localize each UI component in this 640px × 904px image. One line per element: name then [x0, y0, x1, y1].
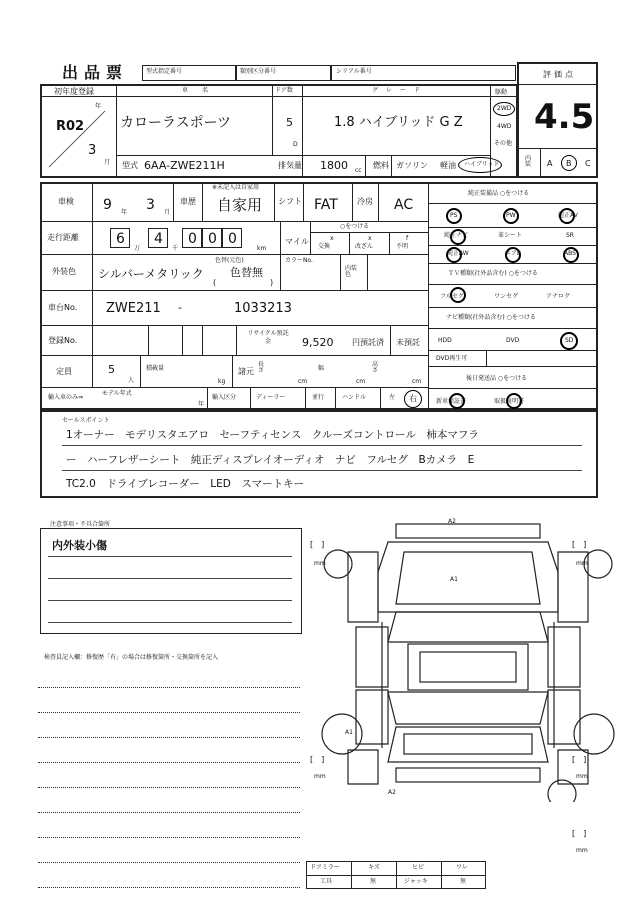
mileage-digit-1: 6: [116, 231, 125, 247]
interior-b: B: [566, 159, 572, 168]
mm-rr: mm: [576, 773, 588, 780]
color-no-label: カラーNo.: [285, 257, 313, 264]
ruibetsu-label: 類別区分番号: [240, 68, 277, 75]
bracket-rl: [ ]: [310, 755, 325, 764]
unknown-label: 不明: [396, 243, 409, 250]
cc-unit: cc: [355, 167, 362, 174]
equip-aw: 純正AW: [447, 250, 469, 257]
equip-navi: 純正ナビ: [444, 232, 469, 239]
displacement-label: 排気量: [278, 161, 302, 170]
acc-jack-label: ジャッキ: [404, 878, 428, 885]
exchange-mark: x: [330, 235, 334, 242]
handle-left: 左: [389, 394, 396, 401]
mileage-circle-label: ○をつける: [340, 223, 370, 230]
mile-label: マイル: [285, 237, 309, 246]
import-category-label: 輸入区分: [212, 394, 237, 401]
door-suffix: D: [293, 141, 298, 148]
equip-airbag: エアB: [505, 250, 522, 257]
damage-mark-rear-bumper: A2: [388, 789, 396, 796]
navi-dvd: DVD: [506, 337, 520, 344]
bracket-rr: [ ]: [572, 755, 587, 764]
type-label: 車歴: [180, 197, 196, 206]
equip-pw: PW: [506, 212, 516, 219]
km-unit: km: [257, 245, 267, 252]
equip-leather: 革シート: [498, 232, 523, 239]
shaken-month: 3: [146, 197, 155, 213]
import-label: 輸入車のみ⇒: [48, 394, 84, 401]
sales-points-label: セールスポイント: [62, 417, 110, 424]
height-cm: cm: [412, 378, 422, 385]
tv-fullseg: フルセグ: [440, 293, 464, 300]
page-title: 出品票: [62, 63, 129, 82]
dealer-label: ディーラー: [256, 394, 286, 401]
height-label: 高さ: [372, 361, 379, 374]
mileage-digit-4: 0: [208, 231, 217, 247]
tv-analog: アナログ: [546, 293, 571, 300]
import-year-unit: 年: [198, 401, 205, 408]
acc-jack-value: 無: [460, 878, 467, 885]
door-count: 5: [286, 116, 293, 129]
unknown-mark: f: [406, 235, 409, 242]
shaken-month-unit: 月: [164, 209, 171, 216]
sales-line-3: TC2.0 ドライブレコーダー LED スマートキー: [66, 478, 305, 490]
handle-label: ハンドル: [342, 394, 367, 401]
damage-mark-rear-left: A1: [345, 729, 353, 736]
drive-label: 駆動: [495, 89, 508, 96]
acc-tools-value: 無: [370, 878, 377, 885]
length-label: 長さ: [258, 361, 265, 374]
post-title: 後日発送品 ○をつける: [466, 375, 528, 382]
bracket-fr: [ ]: [572, 540, 587, 549]
color-label: 外装色: [52, 267, 76, 276]
equip-av: 純正AV: [558, 212, 578, 219]
displacement: 1800: [320, 159, 348, 172]
length-cm: cm: [298, 378, 308, 385]
acc-header-mirror: ドアミラー: [310, 864, 340, 871]
first-reg-year: R02: [56, 119, 85, 134]
altered-label: 改ざん: [355, 243, 374, 250]
mm-rl: mm: [314, 773, 326, 780]
navi-hdd: HDD: [438, 337, 452, 344]
bracket-fl: [ ]: [310, 540, 325, 549]
shift-label: シフト: [278, 197, 302, 206]
navi-sd: SD: [565, 337, 574, 344]
sen-unit: 千: [172, 245, 179, 252]
fuel-label: 燃料: [373, 161, 389, 170]
man-unit: 万: [134, 245, 141, 252]
original-color-label: 色替(元色): [215, 257, 244, 264]
fuel-diesel: 軽油: [440, 161, 456, 170]
year-unit: 年: [95, 103, 102, 110]
tv-title: ＴＶ種類(社外品含む) ○をつける: [448, 270, 538, 277]
grade: 1.8 ハイブリッド G Z: [334, 115, 463, 130]
recycle-paid: 円預託済: [352, 338, 384, 347]
exterior-color: シルバーメタリック: [98, 267, 204, 281]
first-reg-label: 初年度登録: [54, 87, 94, 96]
fuel-hybrid: ハイブリッド: [464, 161, 500, 168]
load-label: 積載量: [146, 365, 165, 372]
drive-2wd: 2WD: [497, 105, 512, 112]
recycle-unpaid: 未預託: [396, 338, 420, 347]
ac-label: 冷房: [357, 197, 373, 206]
shaken-year-unit: 年: [121, 209, 128, 216]
model-year-label: モデル年式: [102, 390, 132, 397]
mileage-digit-2: 4: [154, 231, 163, 247]
acc-tools-label: 工具: [320, 878, 333, 885]
post-manual: 取扱説明書: [494, 398, 525, 405]
damage-mark-front-bumper: A2: [448, 518, 456, 525]
shift-value: FAT: [314, 197, 338, 213]
score-value: 4.5: [534, 97, 595, 137]
katashiki-label: 型式指定番号: [146, 68, 183, 75]
notes-label: 注意事項・不具合箇所: [50, 521, 111, 528]
sales-line-2: ー ハーフレザーシート 純正ディスプレイオーディオ ナビ フルセグ Bカメラ E: [66, 454, 475, 466]
chassis-dash: -: [178, 301, 182, 314]
first-reg-month: 3: [88, 143, 97, 158]
width-cm: cm: [356, 378, 366, 385]
mileage-digit-3: 0: [188, 231, 197, 247]
drive-other: その他: [494, 140, 513, 147]
notes-value: 内外装小傷: [52, 539, 107, 552]
post-warranty: 新車保証書: [436, 398, 467, 405]
equipment-title: 純正装備品 ○をつける: [468, 190, 530, 197]
altered-mark: x: [368, 235, 372, 242]
acc-header-break: ワレ: [456, 864, 469, 871]
equip-ps: PS: [450, 212, 458, 219]
width-label: 幅: [318, 365, 325, 372]
inspector-label: 検査員記入欄：修復歴「有」の場合は修復箇所・交換箇所を記入: [44, 654, 219, 661]
vehicle-name: カローラスポーツ: [120, 115, 232, 131]
reg-no-label: 登録No.: [48, 336, 78, 345]
capacity-unit: 人: [128, 377, 135, 384]
sales-line-1: 1オーナー モデリスタエアロ セーフティセンス クルーズコントロール 柿本マフラ: [66, 429, 479, 441]
month-unit: 月: [104, 159, 111, 166]
serial-label: シリアル番号: [336, 68, 372, 75]
shaken-year: 9: [103, 197, 112, 213]
mm-fl: mm: [314, 560, 326, 567]
parallel-label: 並行: [312, 394, 325, 401]
mm-spare: mm: [576, 847, 588, 854]
capacity-label: 定員: [56, 367, 72, 376]
acc-header-scratch: キズ: [368, 864, 380, 871]
interior-c: C: [585, 159, 591, 168]
name-label: 車名: [182, 87, 223, 94]
type-note: ※未記入は自家用: [212, 184, 260, 191]
interior-label: 内装: [525, 155, 532, 168]
equip-abs: ABS: [564, 250, 576, 257]
chassis-prefix: ZWE211: [106, 301, 161, 316]
ac-value: AC: [394, 197, 414, 213]
capacity-value: 5: [108, 363, 115, 376]
dvd-label: DVD再生可: [436, 355, 468, 362]
bracket-spare: [ ]: [572, 829, 587, 838]
fuel-gasoline: ガソリン: [396, 161, 428, 170]
mileage-label: 走行距離: [47, 233, 79, 242]
mm-fr: mm: [576, 560, 588, 567]
model-label: 型式: [122, 161, 138, 170]
paren-open: (: [213, 278, 217, 287]
interior-color-label: 内装色: [345, 265, 358, 278]
equip-sr: SR: [566, 232, 574, 239]
interior-a: A: [547, 159, 553, 168]
grade-label: グレード: [372, 87, 429, 94]
damage-mark-hood: A1: [450, 576, 458, 583]
paren-close: ): [270, 278, 274, 287]
dim-label: 諸元: [238, 367, 254, 376]
navi-title: ナビ種類(社外品含む) ○をつける: [446, 314, 536, 321]
model-code: 6AA-ZWE211H: [144, 159, 225, 172]
score-label: 評価点: [543, 70, 576, 79]
handle-right: 右: [409, 394, 417, 403]
chassis-label: 車台No.: [48, 303, 78, 312]
mileage-digit-5: 0: [228, 231, 237, 247]
shaken-label: 車検: [58, 197, 74, 206]
acc-header-crack: ヒビ: [412, 864, 425, 871]
tv-oneseg: ワンセグ: [494, 293, 519, 300]
door-label: ドア数: [275, 87, 293, 94]
drive-4wd: 4WD: [497, 123, 512, 130]
recycle-label: リサイクル預託金: [247, 330, 289, 345]
exchange-label: 交換: [318, 243, 331, 250]
original-color: 色替無: [230, 266, 263, 279]
recycle-value: 9,520: [302, 336, 334, 349]
load-unit: kg: [218, 378, 226, 385]
chassis-number: 1033213: [234, 301, 292, 316]
usage-type: 自家用: [217, 196, 263, 214]
